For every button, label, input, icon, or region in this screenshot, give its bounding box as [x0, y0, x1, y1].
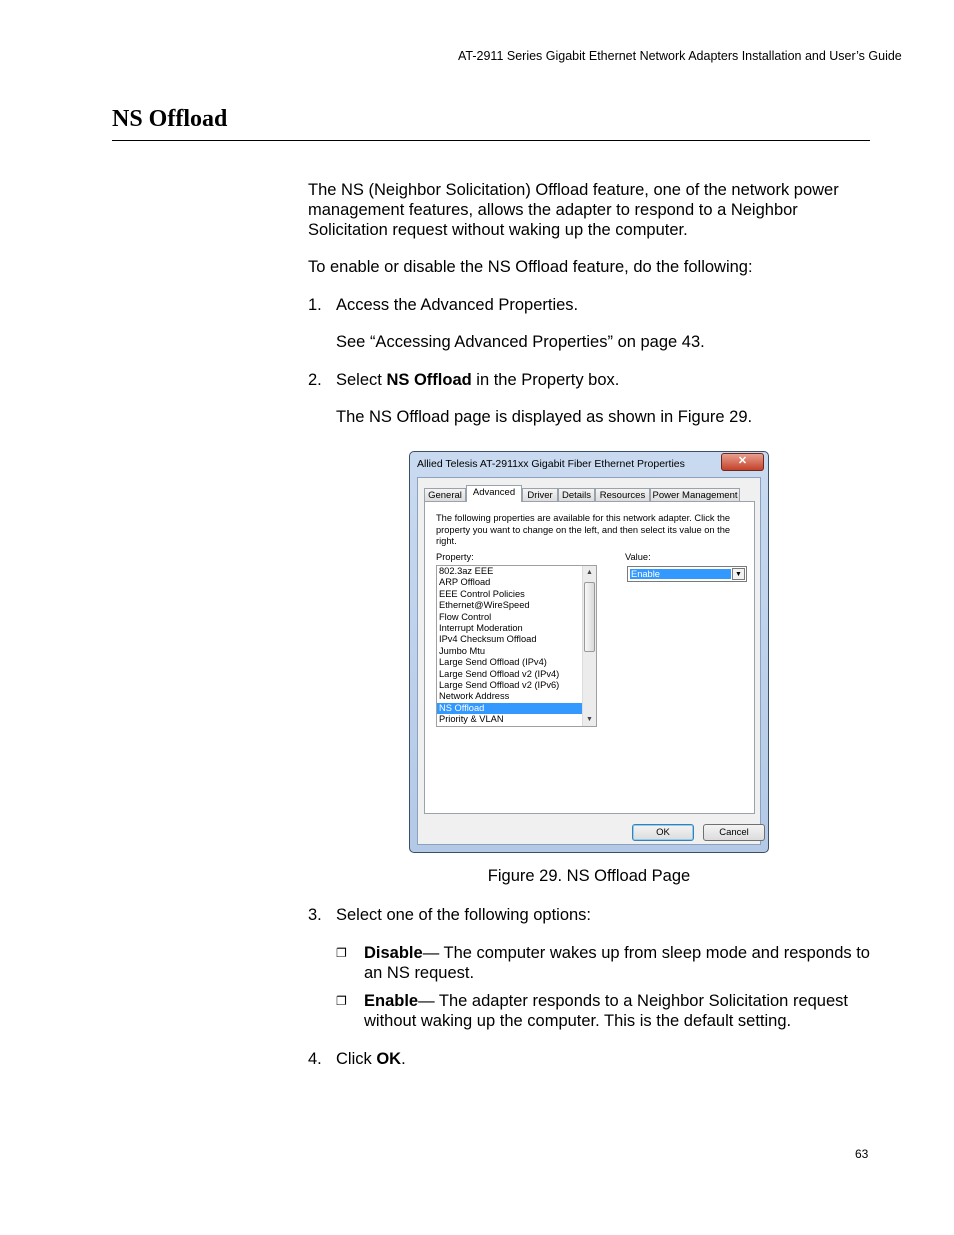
list-item[interactable]: IPv4 Checksum Offload [439, 634, 537, 645]
option-enable: Enable— The adapter responds to a Neighbor Solicitation request without waking up the computer. This is the default setting. [364, 992, 848, 1030]
list-item[interactable]: Priority & VLAN [439, 714, 504, 725]
step-2-number: 2. [308, 371, 322, 389]
close-button[interactable]: ✕ [721, 453, 764, 471]
tab-details[interactable]: Details [558, 488, 595, 501]
scroll-thumb[interactable] [584, 582, 595, 652]
list-item[interactable]: EEE Control Policies [439, 588, 525, 599]
list-scrollbar[interactable] [582, 566, 596, 726]
option-disable: Disable— The computer wakes up from sleep mode and responds to an NS request. [364, 944, 870, 982]
step-1-note: See “Accessing Advanced Properties” on page 43. [336, 333, 705, 351]
dialog-title: Allied Telesis AT-2911xx Gigabit Fiber Ethernet Properties [417, 458, 685, 470]
running-header: AT-2911 Series Gigabit Ethernet Network Adapters Installation and User’s Guide [458, 49, 902, 63]
property-list [437, 566, 583, 725]
list-item[interactable]: Large Send Offload v2 (IPv4) [439, 668, 560, 679]
list-item[interactable]: Ethernet@WireSpeed [439, 600, 530, 611]
dropdown-arrow-icon[interactable]: ▼ [732, 568, 745, 580]
property-listbox[interactable] [436, 565, 597, 727]
panel-description: The following properties are available for this network adapter. Click the property you want to change on the left, and then select its value on the right. [436, 513, 731, 546]
property-label: Property: [436, 552, 474, 562]
step-1-number: 1. [308, 296, 322, 314]
list-item-selected[interactable]: NS Offload [437, 703, 583, 714]
intro-paragraph: The NS (Neighbor Solicitation) Offload feature, one of the network power management features, allows the adapter to respond to a Neighbor Solicitation request without waking up the computer. [308, 181, 839, 239]
step-4-text: Click OK. [336, 1050, 406, 1068]
list-item[interactable]: 802.3az EEE [439, 566, 494, 576]
step-2-note: The NS Offload page is displayed as shown in Figure 29. [336, 408, 753, 426]
step-2-text: Select NS Offload in the Property box. [336, 371, 620, 389]
tab-resources[interactable]: Resources [595, 488, 650, 501]
instruction-paragraph: To enable or disable the NS Offload feature, do the following: [308, 258, 753, 276]
tab-power-management[interactable]: Power Management [650, 488, 740, 501]
scroll-up-arrow-icon[interactable]: ▲ [586, 569, 593, 576]
tab-general[interactable]: General [424, 488, 466, 501]
ok-button[interactable]: OK [632, 824, 694, 841]
cancel-button[interactable]: Cancel [703, 824, 765, 841]
value-select[interactable] [627, 566, 747, 582]
tab-advanced[interactable]: Advanced [466, 485, 522, 502]
list-item[interactable]: Large Send Offload (IPv4) [439, 657, 547, 668]
step-1-text: Access the Advanced Properties. [336, 296, 579, 314]
list-item[interactable]: ARP Offload [439, 577, 491, 588]
list-item[interactable]: Jumbo Mtu [439, 645, 485, 656]
advanced-panel [424, 501, 755, 814]
section-title: NS Offload [112, 106, 228, 132]
figure-caption: Figure 29. NS Offload Page [487, 867, 691, 885]
list-item[interactable]: Network Address [439, 691, 510, 702]
page-number: 63 [855, 1147, 869, 1161]
checkbox-bullet-icon: ❐ [336, 994, 347, 1008]
step-3-number: 3. [308, 906, 322, 924]
dialog-body [417, 477, 761, 845]
list-item[interactable]: Interrupt Moderation [439, 622, 523, 633]
value-label: Value: [625, 552, 651, 562]
list-item[interactable]: Flow Control [439, 611, 492, 622]
tab-driver[interactable]: Driver [522, 488, 558, 501]
title-rule [112, 140, 870, 141]
checkbox-bullet-icon: ❐ [336, 946, 347, 960]
step-4-number: 4. [308, 1050, 322, 1068]
value-select-current: Enable [630, 569, 731, 579]
step-3-text: Select one of the following options: [336, 906, 592, 924]
scroll-down-arrow-icon[interactable]: ▼ [586, 716, 593, 723]
properties-dialog [409, 451, 769, 853]
list-item[interactable]: Large Send Offload v2 (IPv6) [439, 679, 560, 690]
